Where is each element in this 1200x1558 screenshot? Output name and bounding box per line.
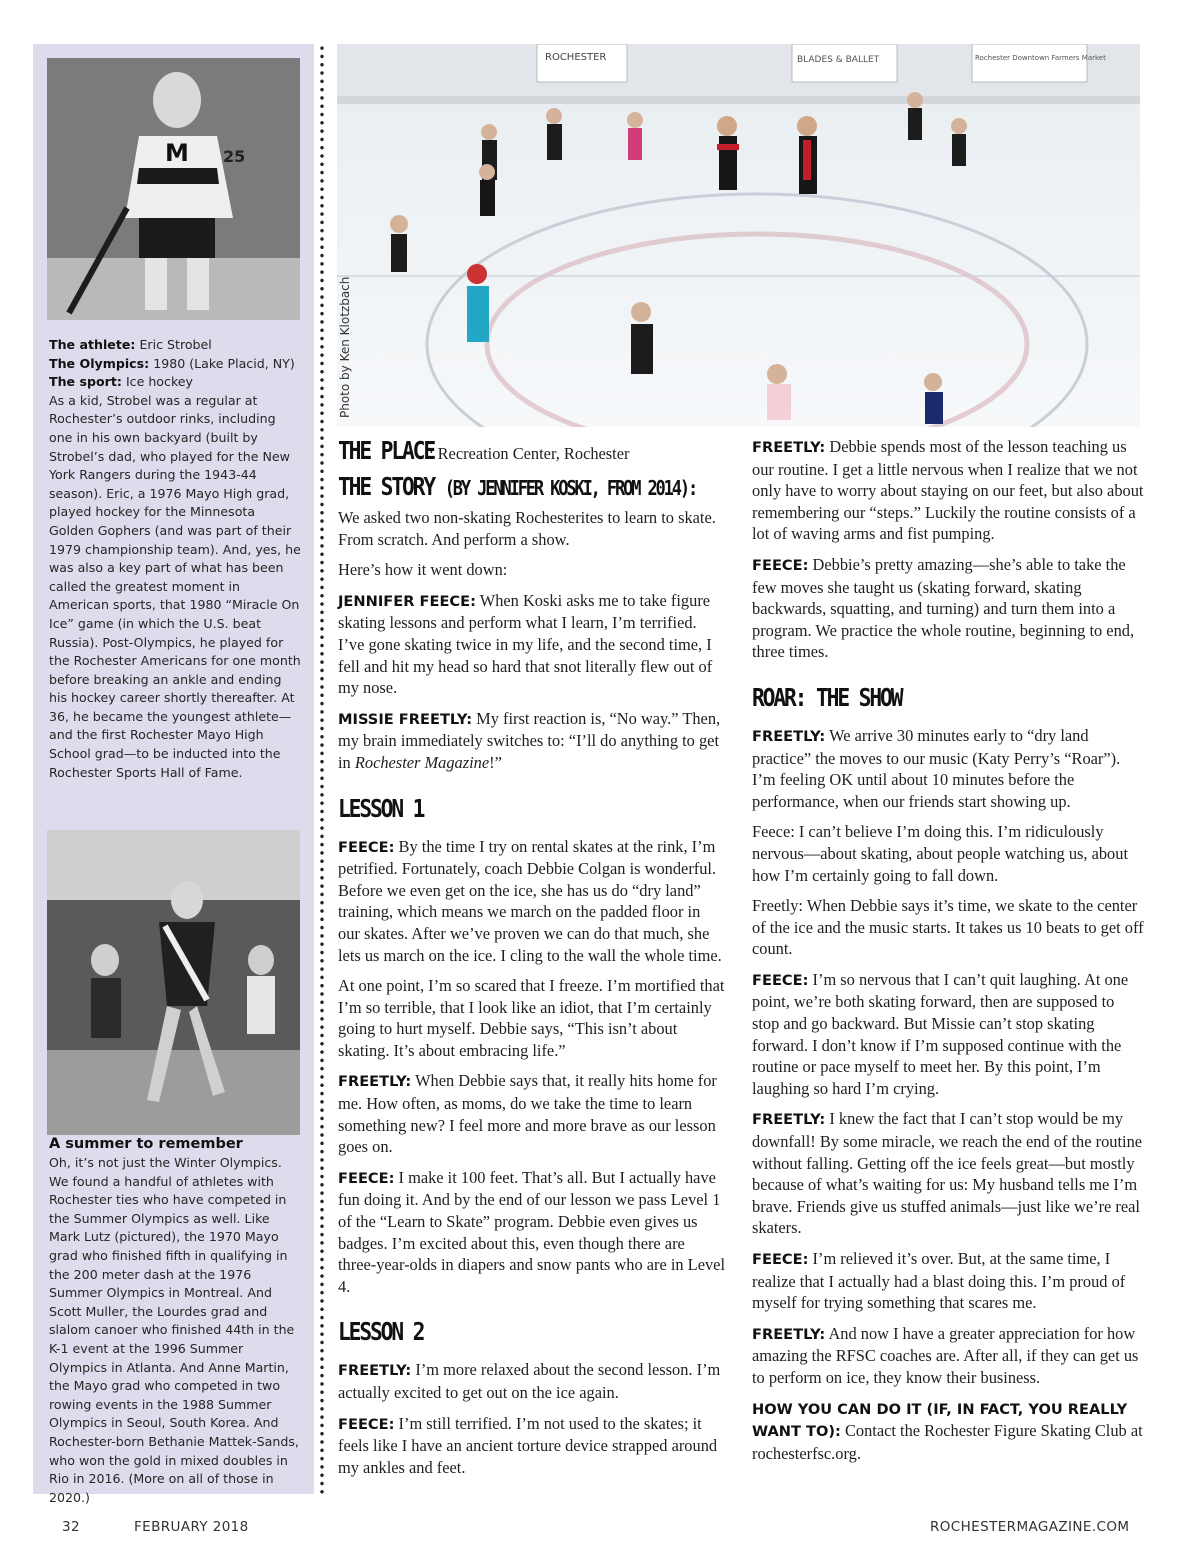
paragraph-text: Debbie spends most of the lesson teaching us our routine. I get a little nervous when I realize that we not only have to worry about staying on our feet, but also about remembering our “steps.” Luckily the routine consists of a lot of waving arms and fist pumping. xyxy=(752,437,1144,544)
paragraph-text: I’m relieved it’s over. But, at the same time, I realize that I actually had a blast doing this. I’m proud of myself for trying something that scares me. xyxy=(752,1249,1126,1313)
sport-label: The sport: xyxy=(49,374,122,390)
svg-text:BLADES & BALLET: BLADES & BALLET xyxy=(797,55,880,65)
photo-credit: Photo by Ken Klotzbach xyxy=(338,276,352,418)
speaker-label: FREETLY: xyxy=(752,727,826,745)
olympics-value: 1980 (Lake Placid, NY) xyxy=(153,355,295,371)
paragraph xyxy=(338,1359,726,1403)
place-value: : Recreation Center, Rochester xyxy=(428,444,630,463)
speaker-label: FEECE: xyxy=(338,1415,395,1433)
paragraph-text: I’m more relaxed about the second lesson. I’m actually excited to get out on the ice again. xyxy=(338,1360,721,1402)
paragraph xyxy=(752,1248,1144,1314)
summer-body: Oh, it’s not just the Winter Olympics. We found a handful of athletes with Rochester ties who have competed in the Summer Olympics as well. Like Mark Lutz (pictured), the 1970 Mayo grad who finished fifth in qualifying in the 200 meter dash at the 1976 Summer Olympics in Montreal. And Scott Muller, the Lourdes grad and slalom canoer who finished 44th in the K-1 event at the 1996 Summer Olympics in Atlanta. And Anne Martin, the Mayo grad who competed in two rowing events in the 1988 Summer Olympics in Seoul, South Korea. And Rochester-born Bethanie Mattek-Sands, who won the gold in mixed doubles in Rio in 2016. (More on all of those in 2020.) xyxy=(49,1155,299,1505)
track-runner-illustration xyxy=(47,830,300,1135)
speaker-label: JENNIFER FEECE: xyxy=(338,592,476,610)
dotted-divider xyxy=(320,44,324,1494)
speaker-label: FEECE: xyxy=(752,1251,809,1268)
paragraph xyxy=(752,1108,1144,1239)
hero-photo xyxy=(337,44,1140,427)
summer-heading: A summer to remember xyxy=(49,1136,243,1152)
lesson-2-heading: LESSON 2 xyxy=(338,1317,424,1347)
speaker-label: FREETLY: xyxy=(338,1073,412,1091)
paragraph xyxy=(752,969,1144,1100)
paragraph: At one point, I’m so scared that I freeze. I’m mortified that I’m so terrible, that I look like an idiot, that I’m certainly going to hurt myself. Debbie says, “This isn’t about skating. It’s about embracing life.” xyxy=(338,976,725,1060)
paragraph xyxy=(338,836,726,967)
sidebar xyxy=(33,44,314,1505)
paragraph-text: By the time I try on rental skates at the rink, I’m petrified. Fortunately, coach Debbie Colgan is wonderful. Before we even get on the ice, she has us do “dry land” training, which means we march on the padded floor in our skates. After we’ve proven we can do that much, she lets us march on the ice. I cling to the wall the whole time. xyxy=(338,836,722,965)
paragraph-text: My first reaction is, “No way.” Then, my brain immediately switches to: “I’ll do anything to get in xyxy=(338,708,721,772)
story-label: THE STORY xyxy=(338,472,435,501)
paragraph-text: !” xyxy=(489,752,502,772)
page-number: 32 xyxy=(62,1519,80,1535)
website-url: ROCHESTERMAGAZINE.COM xyxy=(930,1519,1130,1535)
paragraph: Feece: I can’t believe I’m doing this. I’m ridiculously nervous—about skating, about people watching us, about how I’m certainly going to fall down. xyxy=(752,822,1129,885)
speaker-label: FREETLY: xyxy=(752,1111,826,1129)
speaker-label: FEECE: xyxy=(752,971,809,989)
paragraph xyxy=(338,1413,726,1479)
paragraph xyxy=(338,708,726,774)
paragraph-text: We arrive 30 minutes early to “dry land practice” the moves to our music (Katy Perry’s “Roar”). I’m feeling OK until about 10 minutes before the performance, when our friends start showing up. xyxy=(752,725,1121,811)
story-heading xyxy=(338,472,697,503)
speaker-label: MISSIE FREETLY: xyxy=(338,710,473,728)
svg-text:ROCHESTER: ROCHESTER xyxy=(545,52,607,63)
article-column-right xyxy=(752,436,1144,1473)
svg-text:M: M xyxy=(165,139,189,167)
summer-sidebar xyxy=(49,1134,301,1507)
svg-text:Rochester Downtown Farmers Mar: Rochester Downtown Farmers Market xyxy=(975,54,1106,62)
issue-date: FEBRUARY 2018 xyxy=(134,1519,249,1535)
speaker-label: FEECE: xyxy=(338,838,395,856)
speaker-label: FREETLY: xyxy=(752,1325,826,1343)
paragraph-text: When Debbie says that, it really hits home for me. How often, as moms, do we take the time to learn something new? I feel more and more brave as our lesson goes on. xyxy=(338,1071,717,1157)
paragraph xyxy=(338,590,726,699)
sport-value: Ice hockey xyxy=(125,374,193,390)
athlete-label: The athlete: xyxy=(49,337,136,352)
paragraph-text: I’m so nervous that I can’t quit laughing. At one point, we’re both skating forward, then are supposed to stop and go backward. But Missie can’t stop skating forward. I don’t know if I’m supposed continue with the routine or pace myself to meet her. By this point, I’m laughing so hard I’m crying. xyxy=(752,969,1129,1098)
athlete-bio: As a kid, Strobel was a regular at Rochester’s outdoor rinks, including one in his own backyard (built by Strobel’s dad, who played for the New York Rangers during the 1943-44 season). Eric, a 1976 Mayo High grad, played hockey for the Minnesota Golden Gophers (and was part of their 1979 championship team). And, yes, he was also a key part of what has been called the greatest moment in American sports, that 1980 “Miracle On Ice” game (in which the U.S. beat Russia). Post-Olympics, he played for the Rochester Americans for one month before breaking an ankle and ending his hockey career shortly thereafter. At 36, he became the youngest athlete—and the first Rochester Mayo High School grad—to be inducted into the Rochester Sports Hall of Fame. xyxy=(49,392,301,780)
speaker-label: HOW YOU CAN DO IT (IF, IN FACT, YOU REALLY WANT TO): xyxy=(752,1400,1128,1441)
place-line xyxy=(338,436,726,466)
lesson-1-heading: LESSON 1 xyxy=(338,793,424,823)
ice-rink-illustration xyxy=(337,44,1140,427)
paragraph-text: I’m still terrified. I’m not used to the skates; it feels like I have an ancient torture device strapped around my ankles and feet. xyxy=(338,1413,718,1477)
roar-heading: ROAR: THE SHOW xyxy=(752,682,902,712)
paragraph xyxy=(752,436,1144,545)
paragraph-text: I knew the fact that I can’t stop would be my downfall! By some miracle, we reach the end of the routine without falling. Getting off the ice feels great—but mostly because of what’s waiting for us: My husband tells me I’m brave. Friends give us stuffed animals—just like we’re real skaters. xyxy=(752,1109,1143,1238)
paragraph xyxy=(338,1070,726,1157)
hockey-player-photo xyxy=(47,58,300,320)
hockey-player-illustration xyxy=(47,58,300,320)
story-intro-2: Here’s how it went down: xyxy=(338,560,508,580)
story-intro: We asked two non-skating Rochesterites to learn to skate. From scratch. And perform a show. xyxy=(338,508,716,549)
svg-text:25: 25 xyxy=(223,147,246,166)
magazine-name: Rochester Magazine xyxy=(354,752,490,772)
athlete-profile xyxy=(49,336,301,782)
athlete-value: Eric Strobel xyxy=(139,337,212,352)
place-label: THE PLACE xyxy=(338,436,435,465)
how-to-paragraph xyxy=(752,1398,1144,1465)
speaker-label: FEECE: xyxy=(338,1169,395,1187)
story-byline: (BY JENNIFER KOSKI, FROM 2014): xyxy=(444,476,697,500)
paragraph xyxy=(752,725,1144,812)
article-column-left xyxy=(338,436,726,1487)
speaker-label: FEECE: xyxy=(752,556,809,574)
speaker-label: FREETLY: xyxy=(752,439,826,456)
paragraph-text: When Koski asks me to take figure skating lessons and perform what I learn, I’m terrified. I’ve gone skating twice in my life, and the second time, I fell and hit my head so hard that snot literally flew out of my nose. xyxy=(338,590,713,698)
paragraph: Freetly: When Debbie says it’s time, we skate to the center of the ice and the music starts. It takes us 10 beats to get off count. xyxy=(752,896,1144,959)
paragraph-text: And now I have a greater appreciation for how amazing the RFSC coaches are. After all, if they can get us to perform on ice, they know their business. xyxy=(752,1323,1139,1387)
paragraph-text: Debbie’s pretty amazing—she’s able to take the few moves she taught us (skating forward, skating backwards, squatting, and turning) and turn them into a program. We practice the whole routine, beginning to end, three times. xyxy=(752,554,1135,662)
olympics-label: The Olympics: xyxy=(49,355,150,371)
paragraph xyxy=(338,1167,726,1298)
paragraph xyxy=(752,554,1144,663)
paragraph-text: Contact the Rochester Figure Skating Club at rochesterfsc.org. xyxy=(752,1421,1143,1463)
track-runner-photo xyxy=(47,830,300,1135)
paragraph xyxy=(752,1323,1144,1389)
paragraph-text: I make it 100 feet. That’s all. But I actually have fun doing it. And by the end of our lesson we pass Level 1 of the “Learn to Skate” program. Debbie even gives us badges. I’m excited about this, even though there are three-year-olds in diapers and snow pants who are in Level 4. xyxy=(338,1167,725,1296)
speaker-label: FREETLY: xyxy=(338,1362,412,1380)
